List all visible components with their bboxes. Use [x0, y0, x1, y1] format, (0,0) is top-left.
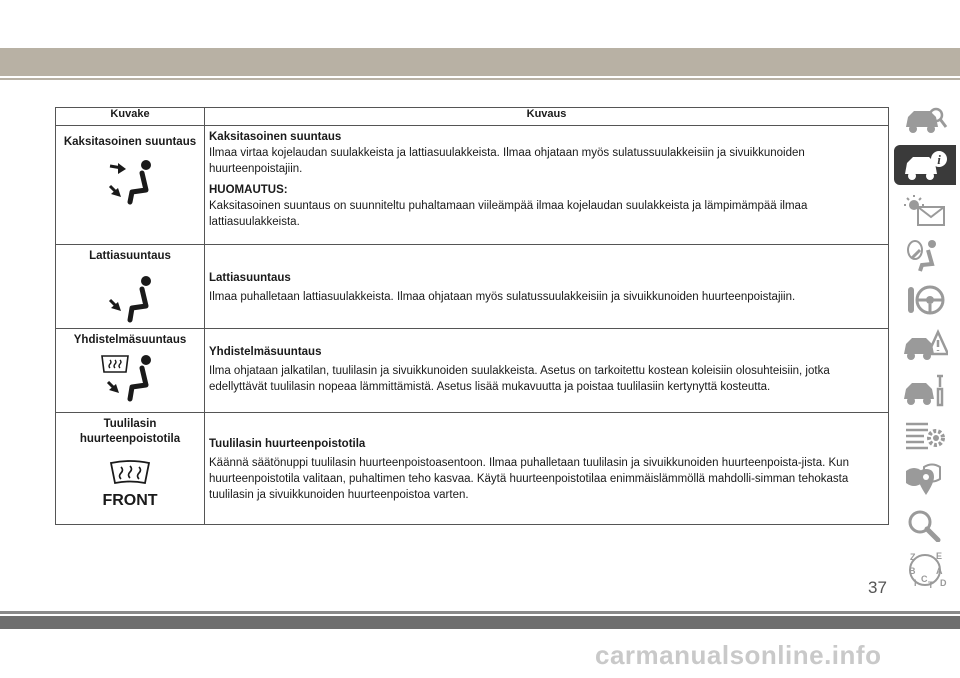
description-text: Käännä säätönuppi tuulilasin huurteenpoistoasentoon. Ilmaa puhalletaan tuulilasin ja sivuikkunoiden huurteenpoista-jista. Kun huurteenpoistotila valitaan, puhaltimen teho kasvaa. Käytä huurteenpoistotilaa enimmäislämmöllä mahdolli-simman tehokasta tuulilasin ja sivuikkunoiden huurteenpoistoa varten. — [209, 457, 849, 501]
front-defrost-icon — [95, 459, 165, 511]
steering-wheel-icon — [902, 283, 948, 317]
tab-search[interactable] — [894, 505, 956, 545]
description-title: Kaksitasoinen suuntaus — [209, 131, 342, 143]
description-title: Tuulilasin huurteenpoistotila — [209, 438, 366, 450]
mix-airflow-icon — [100, 352, 160, 404]
index-letter: B — [909, 566, 916, 576]
tab-airbag-seat[interactable] — [894, 235, 956, 275]
description-cell — [205, 329, 889, 413]
watermark: carmanualsonline.info — [595, 640, 882, 670]
table-row — [56, 413, 889, 525]
description-cell — [205, 245, 889, 329]
page-number: 37 — [868, 578, 887, 597]
description-text: Ilmaa virtaa kojelaudan suulakkeista ja lattiasuulakkeista. Ilmaa ohjataan myös sulatussuulakkeisiin ja sivuikkunoiden huurteenpoistajiin. — [209, 147, 805, 175]
bilevel-airflow-icon — [102, 156, 158, 206]
icon-cell — [56, 413, 205, 525]
car-service-icon — [902, 373, 948, 407]
car-info-icon — [902, 148, 948, 182]
airbag-seat-icon — [902, 238, 948, 272]
description-text: Ilmaa puhalletaan lattiasuulakkeista. Ilmaa ohjataan myös sulatussuulakkeisiin ja sivuikkunoiden huurteenpoistajiin. — [209, 291, 796, 303]
car-emergency-icon — [902, 328, 948, 362]
description-title: Yhdistelmäsuuntaus — [209, 346, 322, 358]
tab-car-service[interactable] — [894, 370, 956, 410]
tab-warning-lights[interactable] — [894, 190, 956, 230]
table-header-row — [56, 108, 889, 126]
icon-cell — [56, 126, 205, 245]
tab-index[interactable] — [894, 550, 956, 590]
column-header-description: Kuvaus — [205, 108, 889, 126]
chapter-tabs — [894, 100, 960, 595]
airflow-modes-table — [55, 107, 889, 525]
icon-label-line2: huurteenpoistotila — [79, 433, 181, 445]
index-letters-icon — [902, 550, 948, 590]
index-letter: A — [936, 566, 943, 576]
index-letter: T — [928, 580, 934, 590]
footer-band — [0, 616, 960, 629]
tab-car-emergency[interactable] — [894, 325, 956, 365]
search-magnifier-icon — [902, 508, 948, 542]
multimedia-location-icon — [902, 463, 948, 497]
table-row — [56, 329, 889, 413]
icon-cell — [56, 329, 205, 413]
icon-label: Lattiasuuntaus — [89, 250, 171, 262]
index-letter: Z — [910, 552, 916, 562]
description-title: Lattiasuuntaus — [209, 272, 291, 284]
tab-specifications[interactable] — [894, 415, 956, 455]
floor-airflow-icon — [102, 274, 158, 324]
tab-multimedia[interactable] — [894, 460, 956, 500]
description-text: Ilma ohjataan jalkatilan, tuulilasin ja sivuikkunoiden suulakkeista. Asetus on tarkoitettu kostean koleisiin olosuhteisiin, jotka edellyttävät tuulilasin nopeaa lämmittämistä. Asetus lisää mukavuutta ja poistaa tuulilasiin kertynyttä kosteutta. — [209, 365, 830, 393]
index-letter: D — [940, 578, 947, 588]
icon-label-line1: Tuulilasin — [103, 418, 157, 430]
specifications-gear-icon — [902, 418, 948, 452]
tab-car-search[interactable] — [894, 100, 956, 140]
tab-car-info[interactable] — [894, 145, 956, 185]
tab-steering-wheel[interactable] — [894, 280, 956, 320]
index-letter: C — [921, 574, 928, 584]
icon-cell — [56, 245, 205, 329]
car-search-icon — [902, 103, 948, 137]
svg-text:i: i — [937, 152, 941, 167]
description-cell — [205, 126, 889, 245]
icon-label: Yhdistelmäsuuntaus — [73, 334, 187, 346]
table-row — [56, 126, 889, 245]
description-cell — [205, 413, 889, 525]
header-band — [0, 48, 960, 76]
header-rule — [0, 78, 960, 80]
icon-label: Kaksitasoinen suuntaus — [63, 136, 197, 148]
column-header-icon: Kuvake — [56, 108, 205, 126]
warning-lights-message-icon — [902, 193, 948, 227]
index-letter: I — [914, 578, 917, 588]
footer-rule — [0, 611, 960, 614]
front-caption: FRONT — [102, 492, 158, 509]
note-text: Kaksitasoinen suuntaus on suunniteltu puhaltamaan viileämpää ilmaa kojelaudan suulakkeista ja lämpimämpää ilmaa lattiasuulakkeista. — [209, 200, 808, 228]
table-row — [56, 245, 889, 329]
note-title: HUOMAUTUS: — [209, 184, 288, 196]
index-letter: E — [936, 551, 943, 561]
